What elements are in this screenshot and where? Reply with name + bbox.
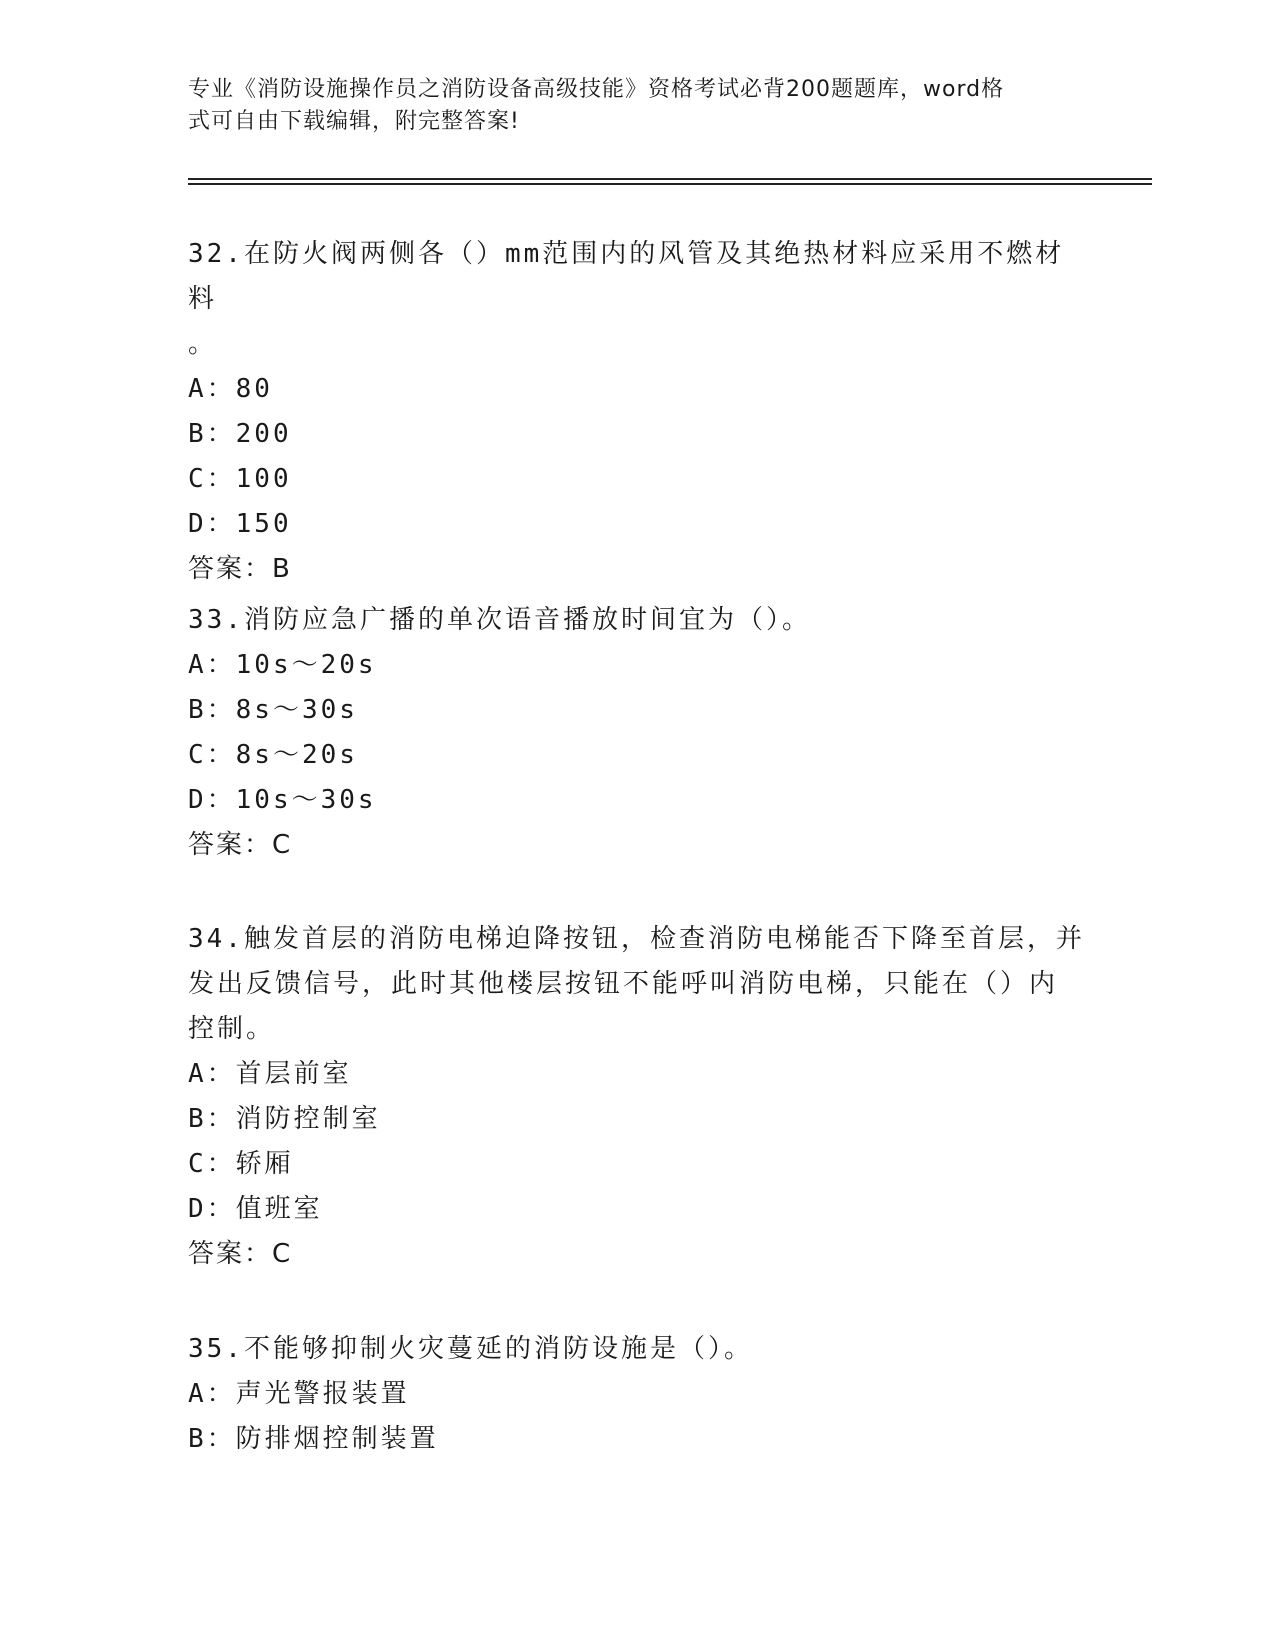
option-d: D：值班室	[188, 1194, 323, 1224]
question-34	[188, 917, 1088, 1277]
header-line-2: 式可自由下载编辑，附完整答案!	[188, 109, 520, 134]
question-stem-line: 35.不能够抑制火灾蔓延的消防设施是（）。	[188, 1334, 753, 1364]
header-divider-top	[188, 178, 1152, 180]
option-b: B：200	[188, 419, 292, 449]
question-stem-line: 34.触发首层的消防电梯迫降按钮，检查消防电梯能否下降至首层，并	[188, 924, 1085, 954]
option-b: B：8s～30s	[188, 695, 358, 725]
question-stem-line: 33.消防应急广播的单次语音播放时间宜为（）。	[188, 605, 811, 635]
option-a: A：首层前室	[188, 1059, 352, 1089]
question-stem-line: 控制。	[188, 1014, 276, 1044]
question-stem-line: 。	[188, 329, 218, 359]
document-header	[188, 74, 1078, 138]
option-d: D：150	[188, 509, 292, 539]
header-line-1: 专业《消防设施操作员之消防设备高级技能》资格考试必背200题题库，word格	[188, 77, 1005, 102]
question-stem-line: 发出反馈信号，此时其他楼层按钮不能呼叫消防电梯，只能在（）内	[188, 969, 1059, 999]
answer: 答案：C	[188, 830, 293, 860]
answer: 答案：C	[188, 1239, 293, 1269]
question-stem-line: 32.在防火阀两侧各（）mm范围内的风管及其绝热材料应采用不燃材料	[188, 239, 1065, 314]
option-c: C：轿厢	[188, 1149, 294, 1179]
option-c: C：8s～20s	[188, 740, 358, 770]
option-c: C：100	[188, 464, 292, 494]
question-32	[188, 232, 1088, 592]
header-divider-bottom	[188, 183, 1152, 185]
option-b: B：消防控制室	[188, 1104, 381, 1134]
option-d: D：10s～30s	[188, 785, 377, 815]
question-33	[188, 598, 1088, 868]
question-35	[188, 1327, 1088, 1462]
option-a: A：声光警报装置	[188, 1379, 410, 1409]
option-a: A：10s～20s	[188, 650, 377, 680]
option-a: A：80	[188, 374, 273, 404]
answer: 答案：B	[188, 554, 292, 584]
option-b: B：防排烟控制装置	[188, 1424, 439, 1454]
